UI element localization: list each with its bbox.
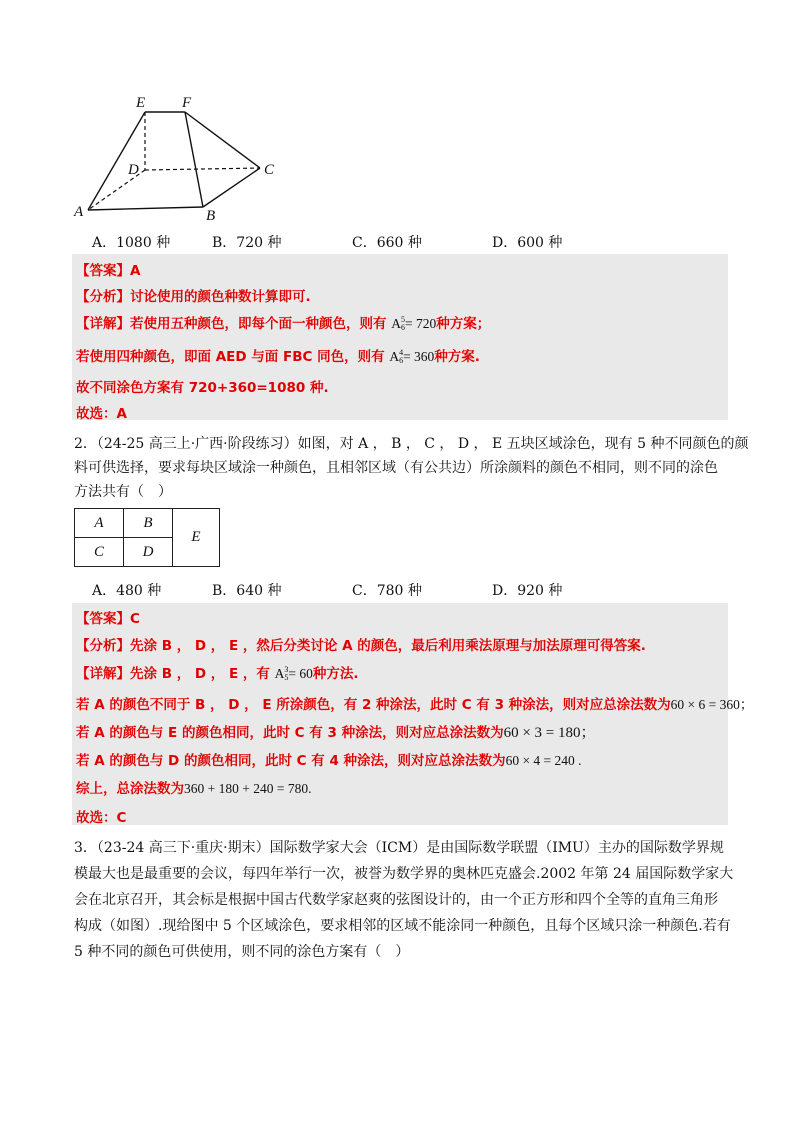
q1-answer: 【答案】A [76, 263, 141, 279]
q3-line-5: 5 种不同的颜色可供使用，则不同的涂色方案有（ ） [74, 944, 410, 960]
q1-analysis: 【分析】讨论使用的颜色种数计算即可. [76, 289, 311, 305]
q2-option-c: C．780 种 [352, 583, 422, 599]
solid-figure [70, 92, 290, 227]
q1-detail-1: 【详解】若使用五种颜色，即每个面一种颜色，则有 A5 6= 720种方案； [76, 315, 491, 332]
region-B: B [124, 509, 173, 538]
region-E: E [173, 509, 220, 567]
region-D: D [124, 538, 173, 567]
label-D: D [128, 162, 139, 178]
q2-answer: 【答案】C [76, 611, 140, 627]
q1-detail-3: 故不同涂色方案有 720+360=1080 种. [76, 380, 329, 396]
q2-detail-1: 【详解】先涂 B ， D ， E ，有 A3 5= 60种方法. [76, 665, 359, 682]
q1-detail-2: 若使用四种颜色，即面 AED 与面 FBC 同色，则有 A4 6= 360种方案. [76, 348, 480, 365]
label-E: E [136, 95, 146, 111]
q1-choose: 故选：A [76, 406, 127, 422]
q2-detail-2: 若 A 的颜色不同于 B ， D ， E 所涂颜色，有 2 种涂法，此时 C 有 3 种涂法，则对应总涂法数为60 × 6 = 360； [76, 697, 754, 713]
q3-line-2: 模最大也是最重要的会议，每四年举行一次，被誉为数学界的奥林匹克盛会.2002 年第 24 届国际数学家大 [74, 866, 734, 882]
label-C: C [264, 162, 275, 178]
q2-detail-3: 若 A 的颜色与 E 的颜色相同，此时 C 有 3 种涂法，则对应总涂法数为60 × 3 = 180； [76, 725, 596, 741]
q2-option-b: B．640 种 [212, 583, 282, 599]
q2-option-d: D．920 种 [492, 583, 563, 599]
q1-option-b: B．720 种 [212, 235, 282, 251]
label-F: F [182, 95, 192, 111]
q2-line-1: 2．（24-25 高三上·广西·阶段练习）如图，对 A ， B ， C ， D ， E 五块区域涂色，现有 5 种不同颜色的颜 [74, 436, 749, 452]
q3-line-1: 3．（23-24 高三下·重庆·期末）国际数学家大会（ICM）是由国际数学联盟（IMU）主办的国际数学界规 [74, 840, 724, 856]
region-A: A [75, 509, 124, 538]
q3-line-4: 构成（如图）.现给图中 5 个区域涂色，要求相邻的区域不能涂同一种颜色，且每个区域只涂一种颜色.若有 [74, 918, 731, 934]
q2-detail-4: 若 A 的颜色与 D 的颜色相同，此时 C 有 4 种涂法，则对应总涂法数为60 × 4 = 240 . [76, 753, 582, 769]
label-B: B [206, 208, 216, 224]
q1-option-a: A．1080 种 [92, 235, 171, 251]
label-A: A [74, 204, 84, 220]
q2-option-a: A．480 种 [92, 583, 162, 599]
q1-option-c: C．660 种 [352, 235, 422, 251]
q1-option-d: D．600 种 [492, 235, 563, 251]
q2-line-2: 料可供选择，要求每块区域涂一种颜色，且相邻区域（有公共边）所涂颜料的颜色不相同，则不同的涂色 [74, 460, 718, 476]
q2-choose: 故选：C [76, 810, 127, 826]
q2-analysis: 【分析】先涂 B ， D ， E ，然后分类讨论 A 的颜色，最后利用乘法原理与加法原理可得答案. [76, 638, 646, 654]
region-grid [74, 508, 220, 567]
region-C: C [75, 538, 124, 567]
q2-detail-5: 综上，总涂法数为360 + 180 + 240 = 780. [76, 781, 312, 797]
q2-line-3: 方法共有（ ） [74, 484, 172, 500]
q3-line-3: 会在北京召开，其会标是根据中国古代数学家赵爽的弦图设计的，由一个正方形和四个全等的直角三角形 [74, 892, 718, 908]
